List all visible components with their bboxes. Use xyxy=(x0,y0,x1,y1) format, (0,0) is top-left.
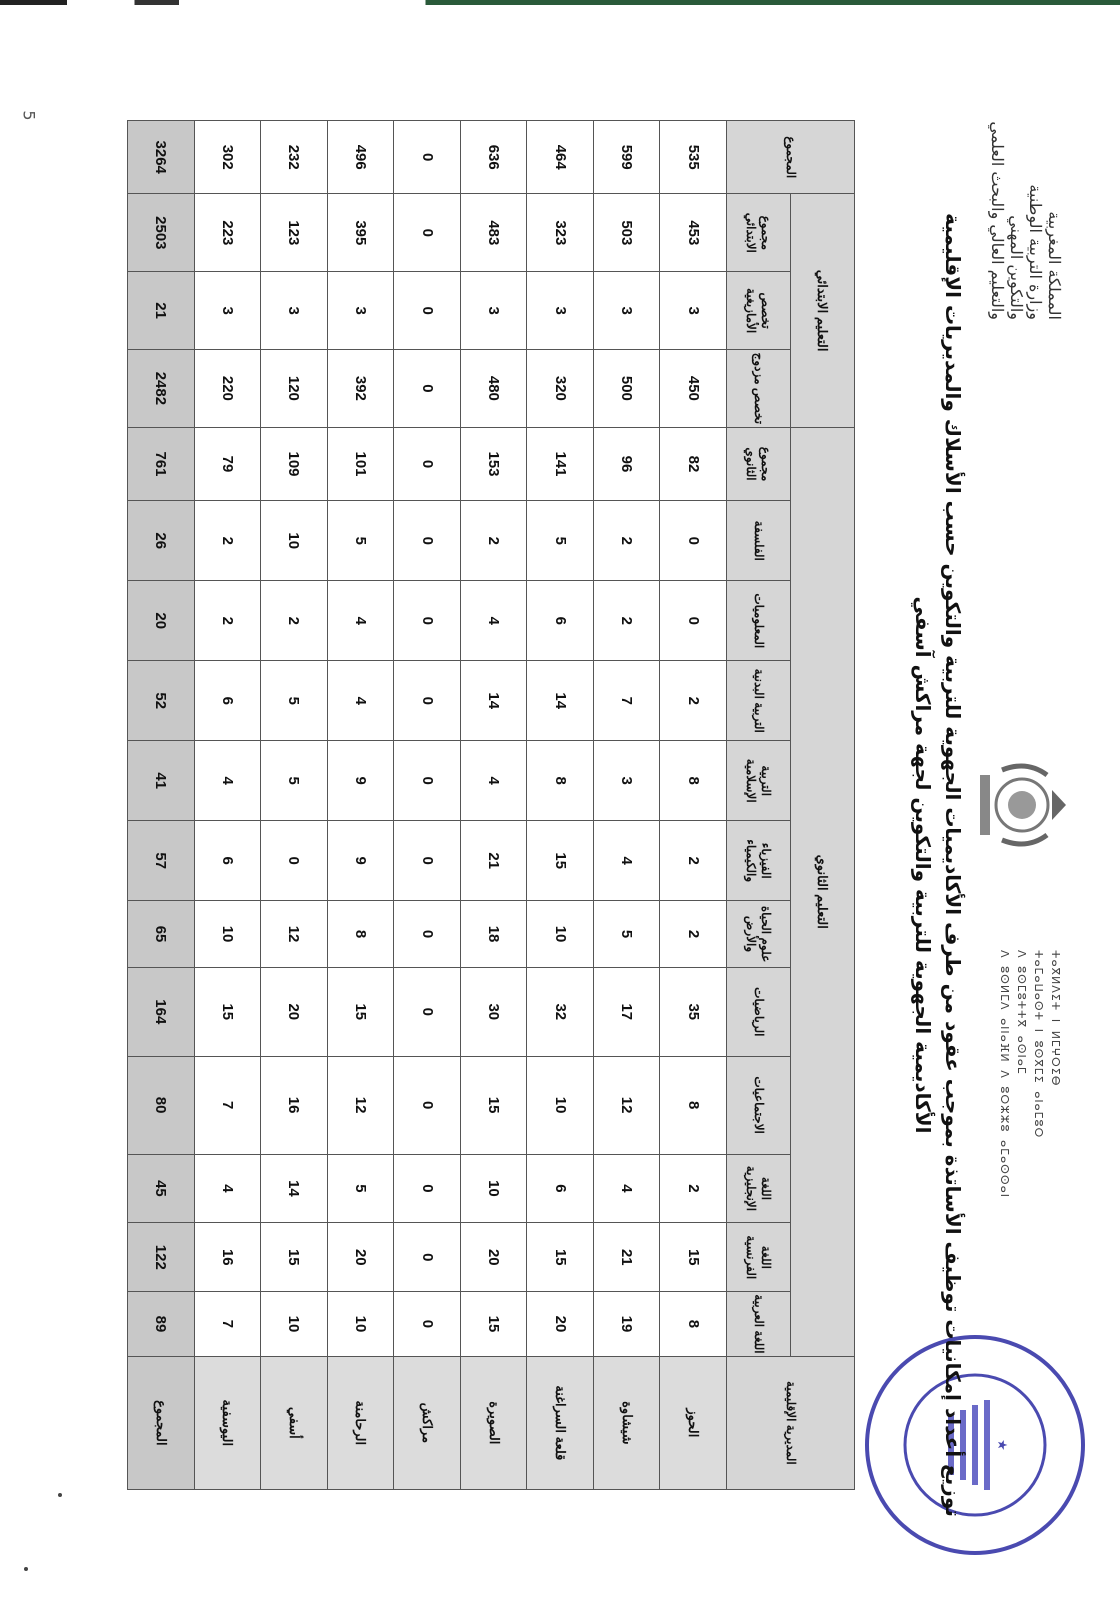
header-line: ⴷ ⵓⵙⵎⵓⵜⵜⴳ ⴰⵙⵏⴰⵎ xyxy=(1015,950,1028,1075)
table-cell: 323 xyxy=(527,194,594,272)
table-cell: 20 xyxy=(128,581,195,661)
table-cell: 0 xyxy=(394,967,461,1056)
table-cell: 12 xyxy=(593,1056,660,1154)
table-cell: 35 xyxy=(660,967,727,1056)
table-cell: 4 xyxy=(194,741,261,821)
table-cell: 109 xyxy=(261,427,328,501)
table-cell: 10 xyxy=(261,1292,328,1356)
table-cell: 20 xyxy=(327,1223,394,1292)
table-cell: 3 xyxy=(593,741,660,821)
table-cell: 223 xyxy=(194,194,261,272)
table-cell: 10 xyxy=(327,1292,394,1356)
table-cell: 164 xyxy=(128,967,195,1056)
table-cell: 220 xyxy=(194,350,261,428)
table-cell: 3264 xyxy=(128,121,195,194)
col-header: الرياضيات xyxy=(727,967,791,1056)
table-cell: 21 xyxy=(460,821,527,901)
table-cell: 5 xyxy=(327,501,394,581)
title-line-1: توزيع أعداد إمكانيات توظيف الأساتذة بموجب عقود من طرف الأكاديميات الجهوية للتربية والتكوين حسب الأسلاك والمديريات الإقليمية xyxy=(941,213,965,1517)
table-cell: 5 xyxy=(593,901,660,968)
table-cell: 18 xyxy=(460,901,527,968)
table-cell: 483 xyxy=(460,194,527,272)
table-cell: 6 xyxy=(527,581,594,661)
col-header: المعلوميات xyxy=(727,581,791,661)
col-header: تخصص الأمازيغية xyxy=(727,272,791,350)
table-row xyxy=(460,121,527,1490)
table-cell: 0 xyxy=(394,741,461,821)
table-cell: 7 xyxy=(194,1292,261,1356)
table-cell: 19 xyxy=(593,1292,660,1356)
directorate-name: أسفي xyxy=(261,1356,328,1489)
table-cell: 15 xyxy=(527,821,594,901)
table-cell: 453 xyxy=(660,194,727,272)
table-cell: 0 xyxy=(394,350,461,428)
col-header: علوم الحياة والأرض xyxy=(727,901,791,968)
table-cell: 4 xyxy=(460,741,527,821)
table-cell: 0 xyxy=(394,821,461,901)
table-cell: 3 xyxy=(327,272,394,350)
table-cell: 65 xyxy=(128,901,195,968)
table-cell: 57 xyxy=(128,821,195,901)
table-cell: 20 xyxy=(527,1292,594,1356)
table-cell: 0 xyxy=(394,427,461,501)
svg-text:★: ★ xyxy=(994,1439,1009,1451)
table-cell: 32 xyxy=(527,967,594,1056)
header-line: ⴷ ⵓⵙⵍⵎⴷ ⴰⵏⵏⴰⴼⵍ ⴷ ⵓⵔⵣⵣⵓ ⴰⵎⴰⵙⵙⴰⵏ xyxy=(998,950,1011,1198)
directorate-name: الرحامنة xyxy=(327,1356,394,1489)
ministry-header-tifinagh xyxy=(996,950,1064,1210)
table-cell: 41 xyxy=(128,741,195,821)
table-cell: 320 xyxy=(527,350,594,428)
table-cell: 450 xyxy=(660,350,727,428)
table-cell: 0 xyxy=(394,1154,461,1223)
table-cell: 20 xyxy=(261,967,328,1056)
table-cell: 10 xyxy=(460,1154,527,1223)
header-secondary-group: التعليم الثانوي xyxy=(791,427,855,1356)
table-cell: 4 xyxy=(593,821,660,901)
table-cell: 0 xyxy=(394,1056,461,1154)
table-cell: 8 xyxy=(660,1292,727,1356)
table-cell: 0 xyxy=(394,501,461,581)
table-cell: 2503 xyxy=(128,194,195,272)
table-cell: 0 xyxy=(394,1223,461,1292)
table-cell: 10 xyxy=(527,1056,594,1154)
table-cell: 761 xyxy=(128,427,195,501)
table-cell: 21 xyxy=(593,1223,660,1292)
table-cell: 15 xyxy=(327,967,394,1056)
table-cell: 0 xyxy=(394,272,461,350)
table-cell: 2 xyxy=(460,501,527,581)
directorate-name: اليوسفية xyxy=(194,1356,261,1489)
table-row xyxy=(527,121,594,1490)
table-cell: 3 xyxy=(460,272,527,350)
table-cell: 0 xyxy=(660,501,727,581)
table-row xyxy=(660,121,727,1490)
table-cell: 15 xyxy=(194,967,261,1056)
table-cell: 8 xyxy=(527,741,594,821)
col-header: الاجتماعيات xyxy=(727,1056,791,1154)
col-header: الفيزياء والكيمياء xyxy=(727,821,791,901)
table-row xyxy=(327,121,394,1490)
table-cell: 12 xyxy=(327,1056,394,1154)
table-cell: 0 xyxy=(394,1292,461,1356)
table-cell: 9 xyxy=(327,821,394,901)
col-header: الفلسفة xyxy=(727,501,791,581)
directorate-name: شيشاوة xyxy=(593,1356,660,1489)
table-cell: 15 xyxy=(261,1223,328,1292)
table-cell: 20 xyxy=(460,1223,527,1292)
table-cell: 0 xyxy=(394,121,461,194)
table-cell: 8 xyxy=(660,1056,727,1154)
table-cell: 0 xyxy=(261,821,328,901)
table-cell: 2 xyxy=(261,581,328,661)
table-cell: 0 xyxy=(394,661,461,741)
table-cell: 4 xyxy=(327,661,394,741)
col-header: اللغة العربية xyxy=(727,1292,791,1356)
table-cell: 101 xyxy=(327,427,394,501)
table-cell: 0 xyxy=(660,581,727,661)
table-cell: 4 xyxy=(327,581,394,661)
header-directorate: المديرية الإقليمية xyxy=(727,1356,855,1489)
table-cell: 5 xyxy=(261,661,328,741)
page-number: 5 xyxy=(19,110,39,121)
title-line-2: الأكاديمية الجهوية للتربية والتكوين لجهة مراكش آسفي xyxy=(911,596,935,1134)
table-cell: 5 xyxy=(327,1154,394,1223)
table-cell: 0 xyxy=(394,901,461,968)
header-total: المجموع xyxy=(727,121,855,194)
table-cell: 496 xyxy=(327,121,394,194)
table-cell: 5 xyxy=(261,741,328,821)
table-cell: 232 xyxy=(261,121,328,194)
table-cell: 82 xyxy=(660,427,727,501)
table-cell: 16 xyxy=(261,1056,328,1154)
table-cell: 535 xyxy=(660,121,727,194)
table-cell: 4 xyxy=(194,1154,261,1223)
table-cell: 15 xyxy=(527,1223,594,1292)
table-cell: 8 xyxy=(327,901,394,968)
table-cell: 0 xyxy=(394,194,461,272)
table-cell: 10 xyxy=(261,501,328,581)
table-cell: 2482 xyxy=(128,350,195,428)
table-cell: 14 xyxy=(460,661,527,741)
directorate-name: مراكش xyxy=(394,1356,461,1489)
table-cell: 5 xyxy=(527,501,594,581)
table-cell: 7 xyxy=(194,1056,261,1154)
col-header: التربية الإسلامية xyxy=(727,741,791,821)
table-cell: 6 xyxy=(194,661,261,741)
royal-emblem-icon xyxy=(962,750,1072,860)
table-cell: 15 xyxy=(460,1056,527,1154)
table-cell: 3 xyxy=(194,272,261,350)
table-cell: 141 xyxy=(527,427,594,501)
header-line: والتعليم العالي والبحث العلمي xyxy=(988,121,1007,320)
table-cell: 8 xyxy=(660,741,727,821)
table-cell: 123 xyxy=(261,194,328,272)
table-cell: 15 xyxy=(460,1292,527,1356)
table-row xyxy=(394,121,461,1490)
table-cell: 153 xyxy=(460,427,527,501)
col-header: مجموع الثانوي xyxy=(727,427,791,501)
table-cell: 392 xyxy=(327,350,394,428)
table-cell: 79 xyxy=(194,427,261,501)
header-line: والتكوين المهني xyxy=(1007,215,1026,320)
table-cell: 10 xyxy=(194,901,261,968)
table-cell: 4 xyxy=(460,581,527,661)
col-header: اللغة الفرنسية xyxy=(727,1223,791,1292)
table-cell: 464 xyxy=(527,121,594,194)
table-cell: 395 xyxy=(327,194,394,272)
table-cell: 480 xyxy=(460,350,527,428)
table-row xyxy=(593,121,660,1490)
table-cell: 503 xyxy=(593,194,660,272)
col-header: التربية البدنية xyxy=(727,661,791,741)
table-cell: 15 xyxy=(660,1223,727,1292)
table-cell: 80 xyxy=(128,1056,195,1154)
table-cell: 52 xyxy=(128,661,195,741)
table-row xyxy=(261,121,328,1490)
table-cell: 500 xyxy=(593,350,660,428)
table-cell: 26 xyxy=(128,501,195,581)
table-cell: 2 xyxy=(593,581,660,661)
table-cell: 21 xyxy=(128,272,195,350)
table-cell: 636 xyxy=(460,121,527,194)
table-cell: 122 xyxy=(128,1223,195,1292)
table-cell: 89 xyxy=(128,1292,195,1356)
table-cell: 7 xyxy=(593,661,660,741)
col-header: تخصص مزدوج xyxy=(727,350,791,428)
table-cell: 45 xyxy=(128,1154,195,1223)
col-header: مجموع الابتدائي xyxy=(727,194,791,272)
table-cell: 30 xyxy=(460,967,527,1056)
table-cell: 0 xyxy=(394,581,461,661)
table-cell: 14 xyxy=(261,1154,328,1223)
header-primary-group: التعليم الابتدائي xyxy=(791,194,855,427)
table-cell: 12 xyxy=(261,901,328,968)
table-cell: 6 xyxy=(194,821,261,901)
table-cell: 120 xyxy=(261,350,328,428)
official-stamp xyxy=(860,1330,1090,1560)
table-cell: 2 xyxy=(660,821,727,901)
table-cell: 3 xyxy=(261,272,328,350)
directorate-name: قلعة السراغنة xyxy=(527,1356,594,1489)
header-line: وزارة التربية الوطنية xyxy=(1026,184,1045,320)
header-line: ⵜⴰⴳⵍⴷⵉⵜ ⵏ ⵍⵎⵖⵔⵉⴱ xyxy=(1049,950,1062,1087)
table-cell: 16 xyxy=(194,1223,261,1292)
total-row xyxy=(128,121,195,1490)
table-cell: 2 xyxy=(660,661,727,741)
header-line: ⵜⴰⵎⴰⵡⴰⵙⵜ ⵏ ⵓⵙⴳⵎⵉ ⴰⵏⴰⵎⵓⵔ xyxy=(1032,950,1045,1139)
table-cell: 9 xyxy=(327,741,394,821)
document-title xyxy=(908,150,968,1580)
directorate-name: المجموع xyxy=(128,1356,195,1489)
table-row xyxy=(194,121,261,1490)
directorate-name: الصويرة xyxy=(460,1356,527,1489)
table-cell: 4 xyxy=(593,1154,660,1223)
table-cell: 2 xyxy=(660,901,727,968)
table-cell: 2 xyxy=(593,501,660,581)
table-cell: 302 xyxy=(194,121,261,194)
table-cell: 3 xyxy=(527,272,594,350)
table-cell: 14 xyxy=(527,661,594,741)
table-cell: 2 xyxy=(194,581,261,661)
table-cell: 3 xyxy=(660,272,727,350)
table-cell: 2 xyxy=(660,1154,727,1223)
ministry-header-arabic xyxy=(988,60,1064,320)
table-cell: 10 xyxy=(527,901,594,968)
directorate-name: الحوز xyxy=(660,1356,727,1489)
table-cell: 6 xyxy=(527,1154,594,1223)
positions-table xyxy=(127,120,855,1490)
col-header: اللغة الإنجليزية xyxy=(727,1154,791,1223)
header-line: المملكة المغربية xyxy=(1045,211,1064,320)
table-cell: 3 xyxy=(593,272,660,350)
table-cell: 2 xyxy=(194,501,261,581)
table-cell: 599 xyxy=(593,121,660,194)
table-cell: 17 xyxy=(593,967,660,1056)
table-cell: 96 xyxy=(593,427,660,501)
